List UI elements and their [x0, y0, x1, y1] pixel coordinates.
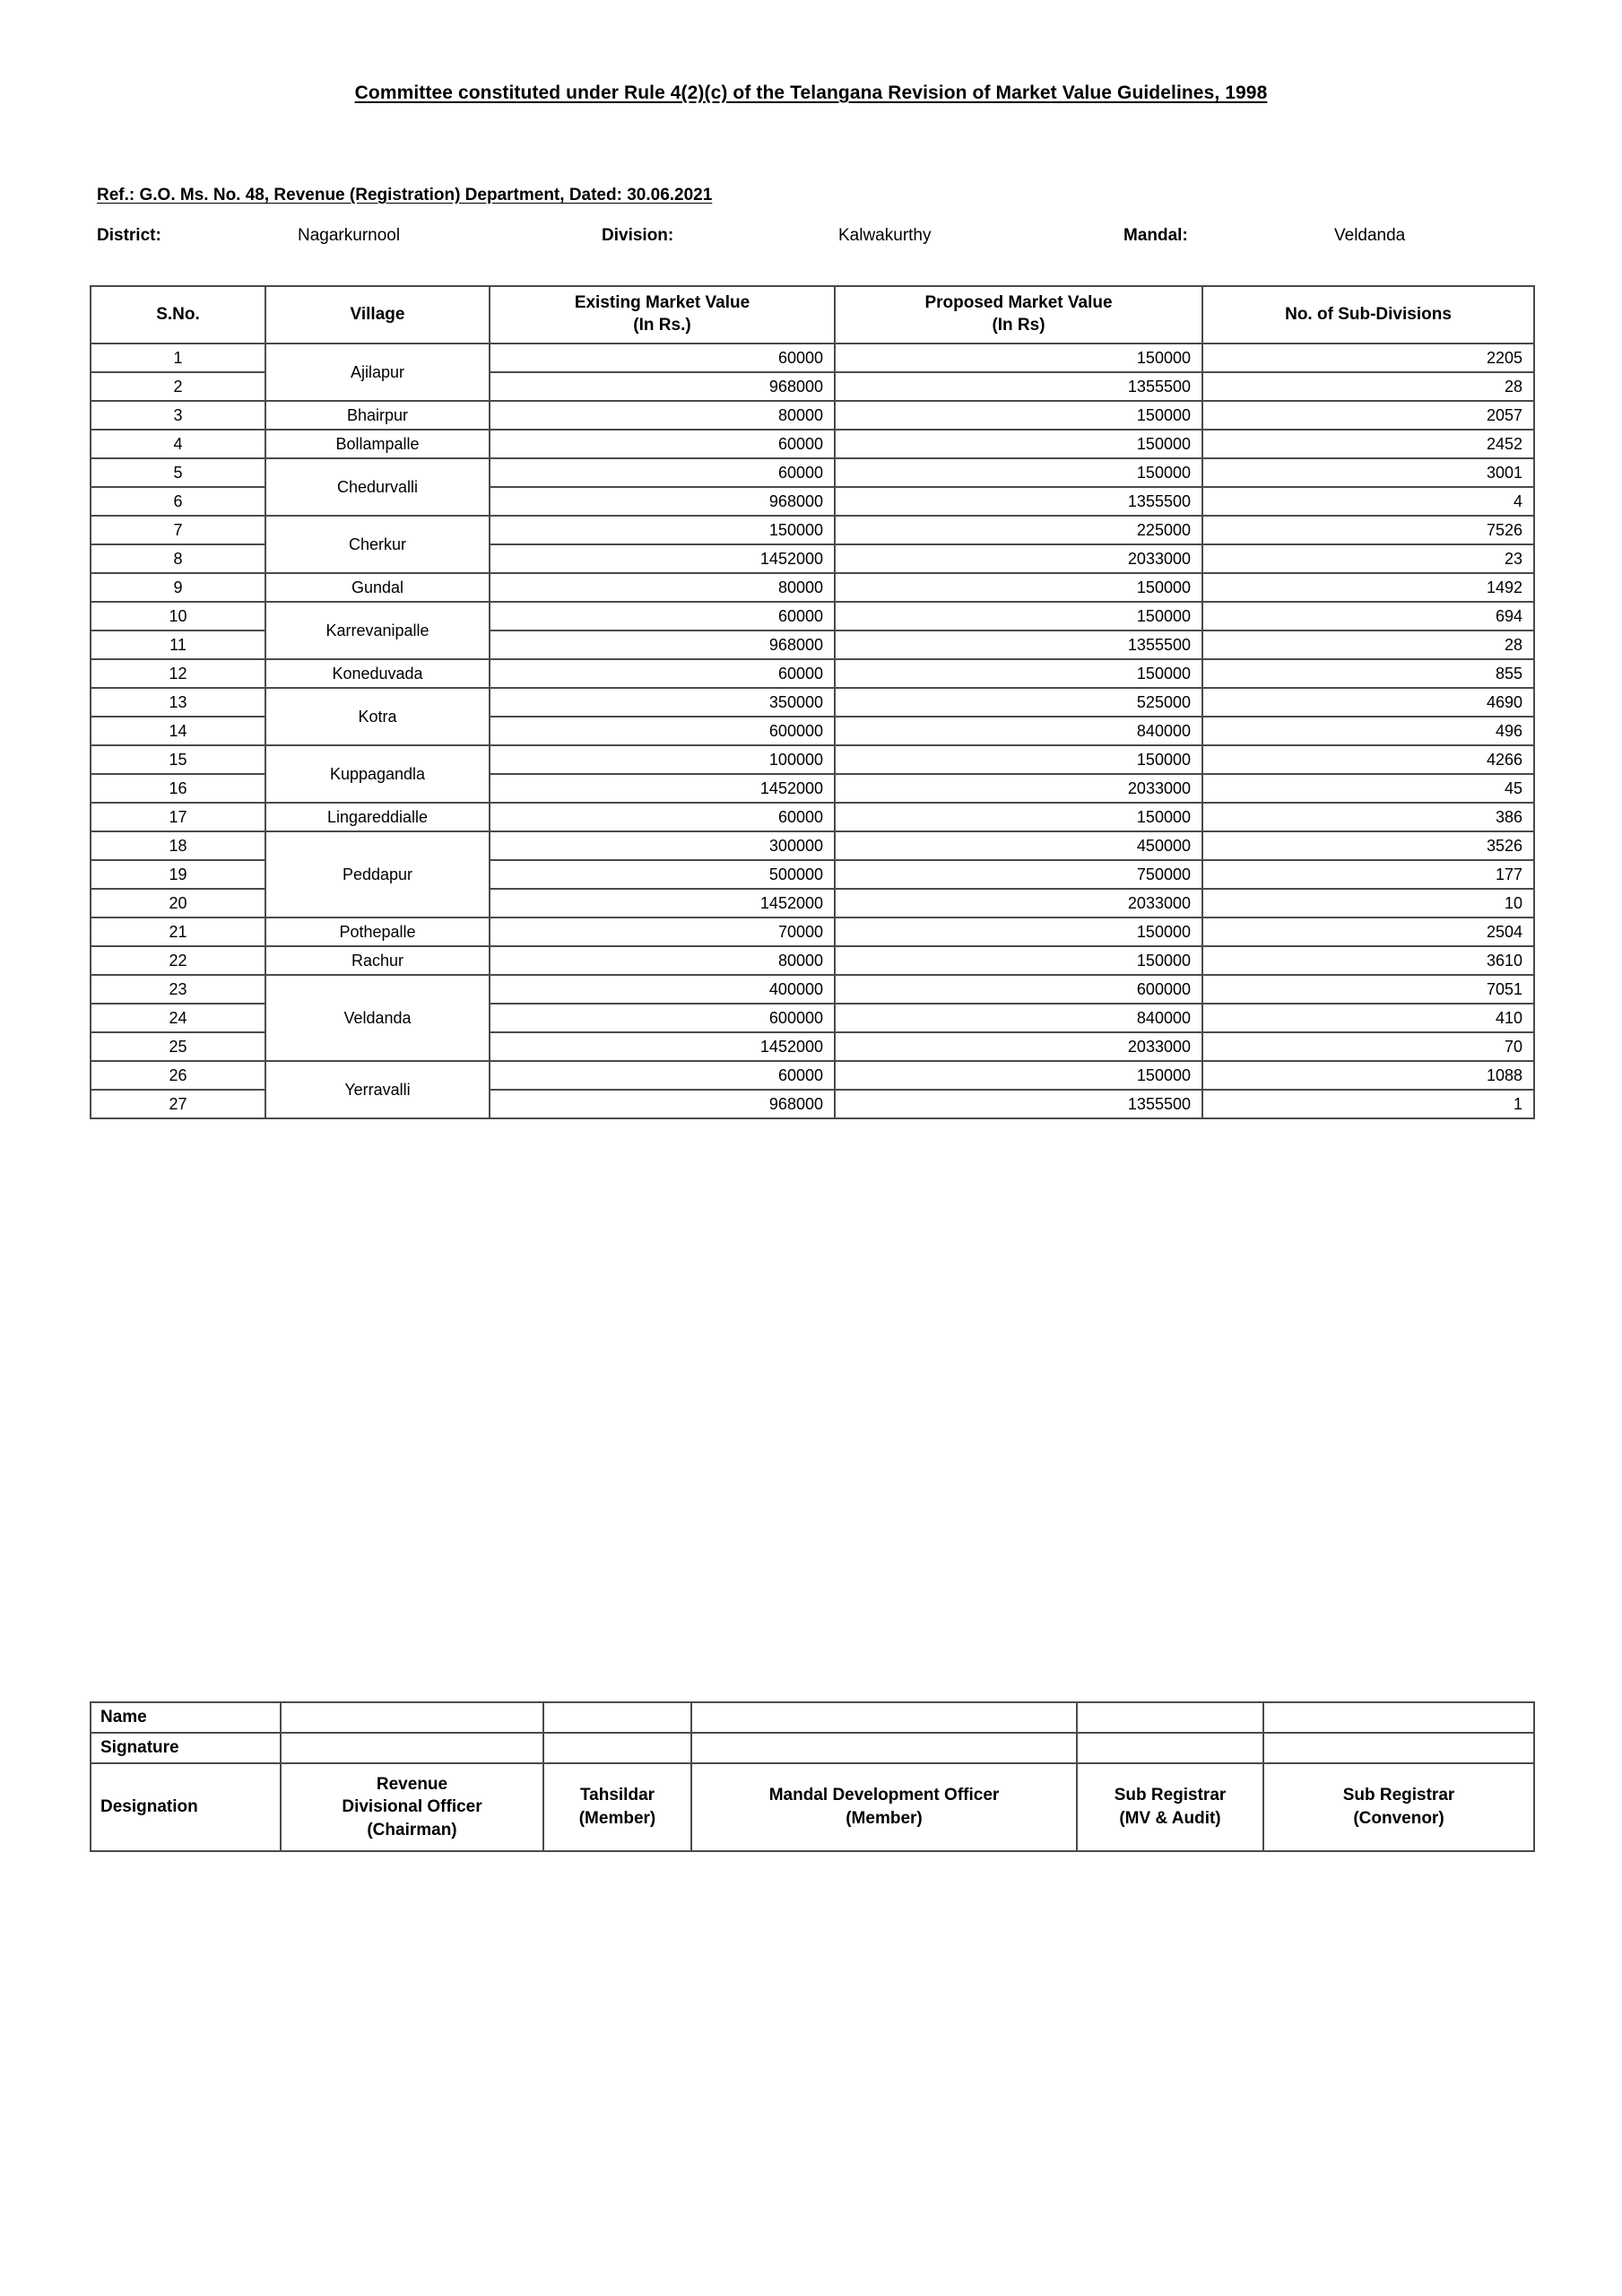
existing-header-line1: Existing Market Value: [574, 293, 750, 313]
cell-sno: 2: [91, 372, 265, 401]
cell-subdivisions: 3001: [1202, 458, 1534, 487]
signature-row-designation: [91, 1763, 1534, 1851]
cell-village: Rachur: [265, 946, 490, 975]
column-header-village: Village: [265, 286, 490, 344]
designation-cell-3: [1077, 1763, 1263, 1851]
cell-proposed: 2033000: [835, 774, 1202, 803]
cell-subdivisions: 4: [1202, 487, 1534, 516]
mandal-label: Mandal:: [1123, 226, 1188, 245]
cell-proposed: 1355500: [835, 487, 1202, 516]
designation-cell-1: [543, 1763, 691, 1851]
location-meta-row: [97, 226, 1540, 251]
designation-line1: Tahsildar: [579, 1786, 655, 1805]
cell-existing: 60000: [490, 659, 835, 688]
cell-sno: 21: [91, 918, 265, 946]
cell-subdivisions: 855: [1202, 659, 1534, 688]
cell-sno: 23: [91, 975, 265, 1004]
table-row: [91, 745, 1534, 774]
cell-sno: 3: [91, 401, 265, 430]
designation-line2: (Convenor): [1353, 1809, 1444, 1828]
cell-existing: 60000: [490, 602, 835, 631]
cell-sno: 24: [91, 1004, 265, 1032]
cell-subdivisions: 2057: [1202, 401, 1534, 430]
cell-existing: 600000: [490, 1004, 835, 1032]
cell-existing: 1452000: [490, 544, 835, 573]
page-title-text: Committee constituted under Rule 4(2)(c) of the Telangana Revision of Market Value Guidelines, 1998: [354, 83, 1268, 103]
table-row: [91, 430, 1534, 458]
cell-subdivisions: 694: [1202, 602, 1534, 631]
cell-subdivisions: 177: [1202, 860, 1534, 889]
column-header-proposed-market-value: [835, 286, 1202, 344]
cell-subdivisions: 496: [1202, 717, 1534, 745]
signature-name-field-4[interactable]: [1263, 1702, 1534, 1733]
cell-existing: 968000: [490, 372, 835, 401]
designation-line1: Mandal Development Officer: [768, 1786, 1000, 1805]
table-row: [91, 573, 1534, 602]
cell-proposed: 150000: [835, 401, 1202, 430]
signature-name-field-2[interactable]: [691, 1702, 1077, 1733]
cell-village: Chedurvalli: [265, 458, 490, 516]
cell-sno: 15: [91, 745, 265, 774]
cell-village: Veldanda: [265, 975, 490, 1061]
cell-proposed: 600000: [835, 975, 1202, 1004]
cell-village: Ajilapur: [265, 344, 490, 401]
signature-signature-field-3[interactable]: [1077, 1733, 1263, 1763]
cell-existing: 150000: [490, 516, 835, 544]
cell-sno: 22: [91, 946, 265, 975]
cell-sno: 10: [91, 602, 265, 631]
cell-existing: 350000: [490, 688, 835, 717]
column-header-existing-market-value: [490, 286, 835, 344]
cell-village: Kuppagandla: [265, 745, 490, 803]
cell-proposed: 150000: [835, 803, 1202, 831]
table-row: [91, 918, 1534, 946]
signature-label-signature: Signature: [91, 1733, 281, 1763]
designation-cell-2: [691, 1763, 1077, 1851]
cell-village: Karrevanipalle: [265, 602, 490, 659]
table-row: [91, 688, 1534, 717]
cell-subdivisions: 1: [1202, 1090, 1534, 1118]
cell-sno: 16: [91, 774, 265, 803]
cell-proposed: 2033000: [835, 889, 1202, 918]
cell-subdivisions: 28: [1202, 372, 1534, 401]
cell-proposed: 525000: [835, 688, 1202, 717]
cell-proposed: 150000: [835, 344, 1202, 372]
cell-existing: 300000: [490, 831, 835, 860]
cell-subdivisions: 410: [1202, 1004, 1534, 1032]
cell-sno: 4: [91, 430, 265, 458]
cell-existing: 968000: [490, 1090, 835, 1118]
cell-existing: 60000: [490, 1061, 835, 1090]
cell-subdivisions: 2452: [1202, 430, 1534, 458]
table-row: [91, 946, 1534, 975]
cell-sno: 6: [91, 487, 265, 516]
designation-line2: (Member): [846, 1809, 923, 1828]
signature-name-field-0[interactable]: [281, 1702, 543, 1733]
cell-existing: 60000: [490, 344, 835, 372]
signature-row-signature: [91, 1733, 1534, 1763]
cell-proposed: 150000: [835, 573, 1202, 602]
signature-table-body: [91, 1702, 1534, 1851]
designation-line1: Sub Registrar: [1114, 1786, 1227, 1805]
cell-proposed: 225000: [835, 516, 1202, 544]
cell-village: Pothepalle: [265, 918, 490, 946]
signature-signature-field-0[interactable]: [281, 1733, 543, 1763]
cell-existing: 80000: [490, 401, 835, 430]
cell-village: Lingareddialle: [265, 803, 490, 831]
column-header-subdivisions: No. of Sub-Divisions: [1202, 286, 1534, 344]
cell-sno: 9: [91, 573, 265, 602]
cell-proposed: 150000: [835, 659, 1202, 688]
signature-row-name: [91, 1702, 1534, 1733]
cell-proposed: 150000: [835, 946, 1202, 975]
designation-line1: Sub Registrar: [1342, 1786, 1455, 1805]
cell-subdivisions: 70: [1202, 1032, 1534, 1061]
cell-sno: 17: [91, 803, 265, 831]
signature-signature-field-4[interactable]: [1263, 1733, 1534, 1763]
column-header-sno: S.No.: [91, 286, 265, 344]
table-row: [91, 516, 1534, 544]
market-value-table: [90, 285, 1535, 1119]
cell-proposed: 450000: [835, 831, 1202, 860]
designation-line2: Divisional Officer: [342, 1797, 482, 1817]
cell-existing: 80000: [490, 573, 835, 602]
table-row: [91, 803, 1534, 831]
cell-sno: 26: [91, 1061, 265, 1090]
table-header-row: [91, 286, 1534, 344]
table-row: [91, 975, 1534, 1004]
cell-subdivisions: 4266: [1202, 745, 1534, 774]
cell-sno: 25: [91, 1032, 265, 1061]
cell-subdivisions: 2504: [1202, 918, 1534, 946]
cell-existing: 60000: [490, 430, 835, 458]
cell-sno: 1: [91, 344, 265, 372]
signature-label-name: Name: [91, 1702, 281, 1733]
district-label: District:: [97, 226, 161, 245]
cell-existing: 70000: [490, 918, 835, 946]
designation-line3: (Chairman): [367, 1820, 457, 1839]
signature-label-designation: Designation: [91, 1763, 281, 1851]
cell-existing: 500000: [490, 860, 835, 889]
signature-signature-field-2[interactable]: [691, 1733, 1077, 1763]
cell-subdivisions: 3526: [1202, 831, 1534, 860]
signature-name-field-1[interactable]: [543, 1702, 691, 1733]
table-row: [91, 458, 1534, 487]
cell-proposed: 150000: [835, 602, 1202, 631]
cell-village: Bhairpur: [265, 401, 490, 430]
table-row: [91, 1061, 1534, 1090]
cell-subdivisions: 28: [1202, 631, 1534, 659]
page-title: [0, 83, 1622, 104]
cell-village: Gundal: [265, 573, 490, 602]
cell-sno: 5: [91, 458, 265, 487]
cell-subdivisions: 7051: [1202, 975, 1534, 1004]
cell-subdivisions: 386: [1202, 803, 1534, 831]
district-value: Nagarkurnool: [298, 226, 401, 245]
table-row: [91, 659, 1534, 688]
proposed-header-line2: (In Rs): [992, 316, 1045, 335]
cell-subdivisions: 2205: [1202, 344, 1534, 372]
cell-village: Bollampalle: [265, 430, 490, 458]
signature-signature-field-1[interactable]: [543, 1733, 691, 1763]
table-row: [91, 602, 1534, 631]
cell-village: Kotra: [265, 688, 490, 745]
cell-sno: 8: [91, 544, 265, 573]
cell-subdivisions: 45: [1202, 774, 1534, 803]
designation-line2: (Member): [578, 1809, 656, 1828]
cell-sno: 14: [91, 717, 265, 745]
cell-subdivisions: 1088: [1202, 1061, 1534, 1090]
cell-existing: 60000: [490, 803, 835, 831]
reference-text: Ref.: G.O. Ms. No. 48, Revenue (Registration) Department, Dated: 30.06.2021: [97, 186, 713, 204]
cell-sno: 18: [91, 831, 265, 860]
existing-header-line2: (In Rs.): [633, 316, 691, 335]
cell-proposed: 1355500: [835, 631, 1202, 659]
cell-proposed: 150000: [835, 1061, 1202, 1090]
cell-subdivisions: 4690: [1202, 688, 1534, 717]
cell-proposed: 840000: [835, 1004, 1202, 1032]
cell-village: Yerravalli: [265, 1061, 490, 1118]
table-row: [91, 401, 1534, 430]
cell-proposed: 1355500: [835, 372, 1202, 401]
signature-name-field-3[interactable]: [1077, 1702, 1263, 1733]
cell-village: Cherkur: [265, 516, 490, 573]
cell-subdivisions: 10: [1202, 889, 1534, 918]
cell-existing: 968000: [490, 631, 835, 659]
cell-existing: 968000: [490, 487, 835, 516]
reference-line: [97, 186, 712, 205]
cell-village: Koneduvada: [265, 659, 490, 688]
cell-existing: 600000: [490, 717, 835, 745]
cell-proposed: 150000: [835, 745, 1202, 774]
cell-proposed: 2033000: [835, 1032, 1202, 1061]
cell-subdivisions: 1492: [1202, 573, 1534, 602]
division-value: Kalwakurthy: [838, 226, 932, 245]
cell-sno: 13: [91, 688, 265, 717]
designation-cell-4: [1263, 1763, 1534, 1851]
designation-line2: (MV & Audit): [1119, 1809, 1221, 1828]
cell-existing: 1452000: [490, 1032, 835, 1061]
designation-cell-0: [281, 1763, 543, 1851]
cell-existing: 1452000: [490, 889, 835, 918]
cell-sno: 7: [91, 516, 265, 544]
designation-line1: Revenue: [376, 1774, 448, 1794]
cell-proposed: 1355500: [835, 1090, 1202, 1118]
cell-existing: 1452000: [490, 774, 835, 803]
proposed-header-line1: Proposed Market Value: [924, 293, 1113, 313]
cell-proposed: 150000: [835, 458, 1202, 487]
mandal-value: Veldanda: [1334, 226, 1406, 245]
table-row: [91, 344, 1534, 372]
cell-existing: 100000: [490, 745, 835, 774]
cell-subdivisions: 7526: [1202, 516, 1534, 544]
cell-sno: 20: [91, 889, 265, 918]
table-row: [91, 831, 1534, 860]
cell-sno: 19: [91, 860, 265, 889]
cell-sno: 12: [91, 659, 265, 688]
cell-subdivisions: 23: [1202, 544, 1534, 573]
cell-existing: 400000: [490, 975, 835, 1004]
cell-village: Peddapur: [265, 831, 490, 918]
cell-sno: 27: [91, 1090, 265, 1118]
table-body: [91, 344, 1534, 1118]
cell-proposed: 840000: [835, 717, 1202, 745]
cell-proposed: 150000: [835, 430, 1202, 458]
cell-proposed: 750000: [835, 860, 1202, 889]
cell-sno: 11: [91, 631, 265, 659]
cell-subdivisions: 3610: [1202, 946, 1534, 975]
cell-proposed: 150000: [835, 918, 1202, 946]
cell-proposed: 2033000: [835, 544, 1202, 573]
signature-block-table: [90, 1701, 1535, 1852]
division-label: Division:: [602, 226, 674, 245]
cell-existing: 60000: [490, 458, 835, 487]
cell-existing: 80000: [490, 946, 835, 975]
